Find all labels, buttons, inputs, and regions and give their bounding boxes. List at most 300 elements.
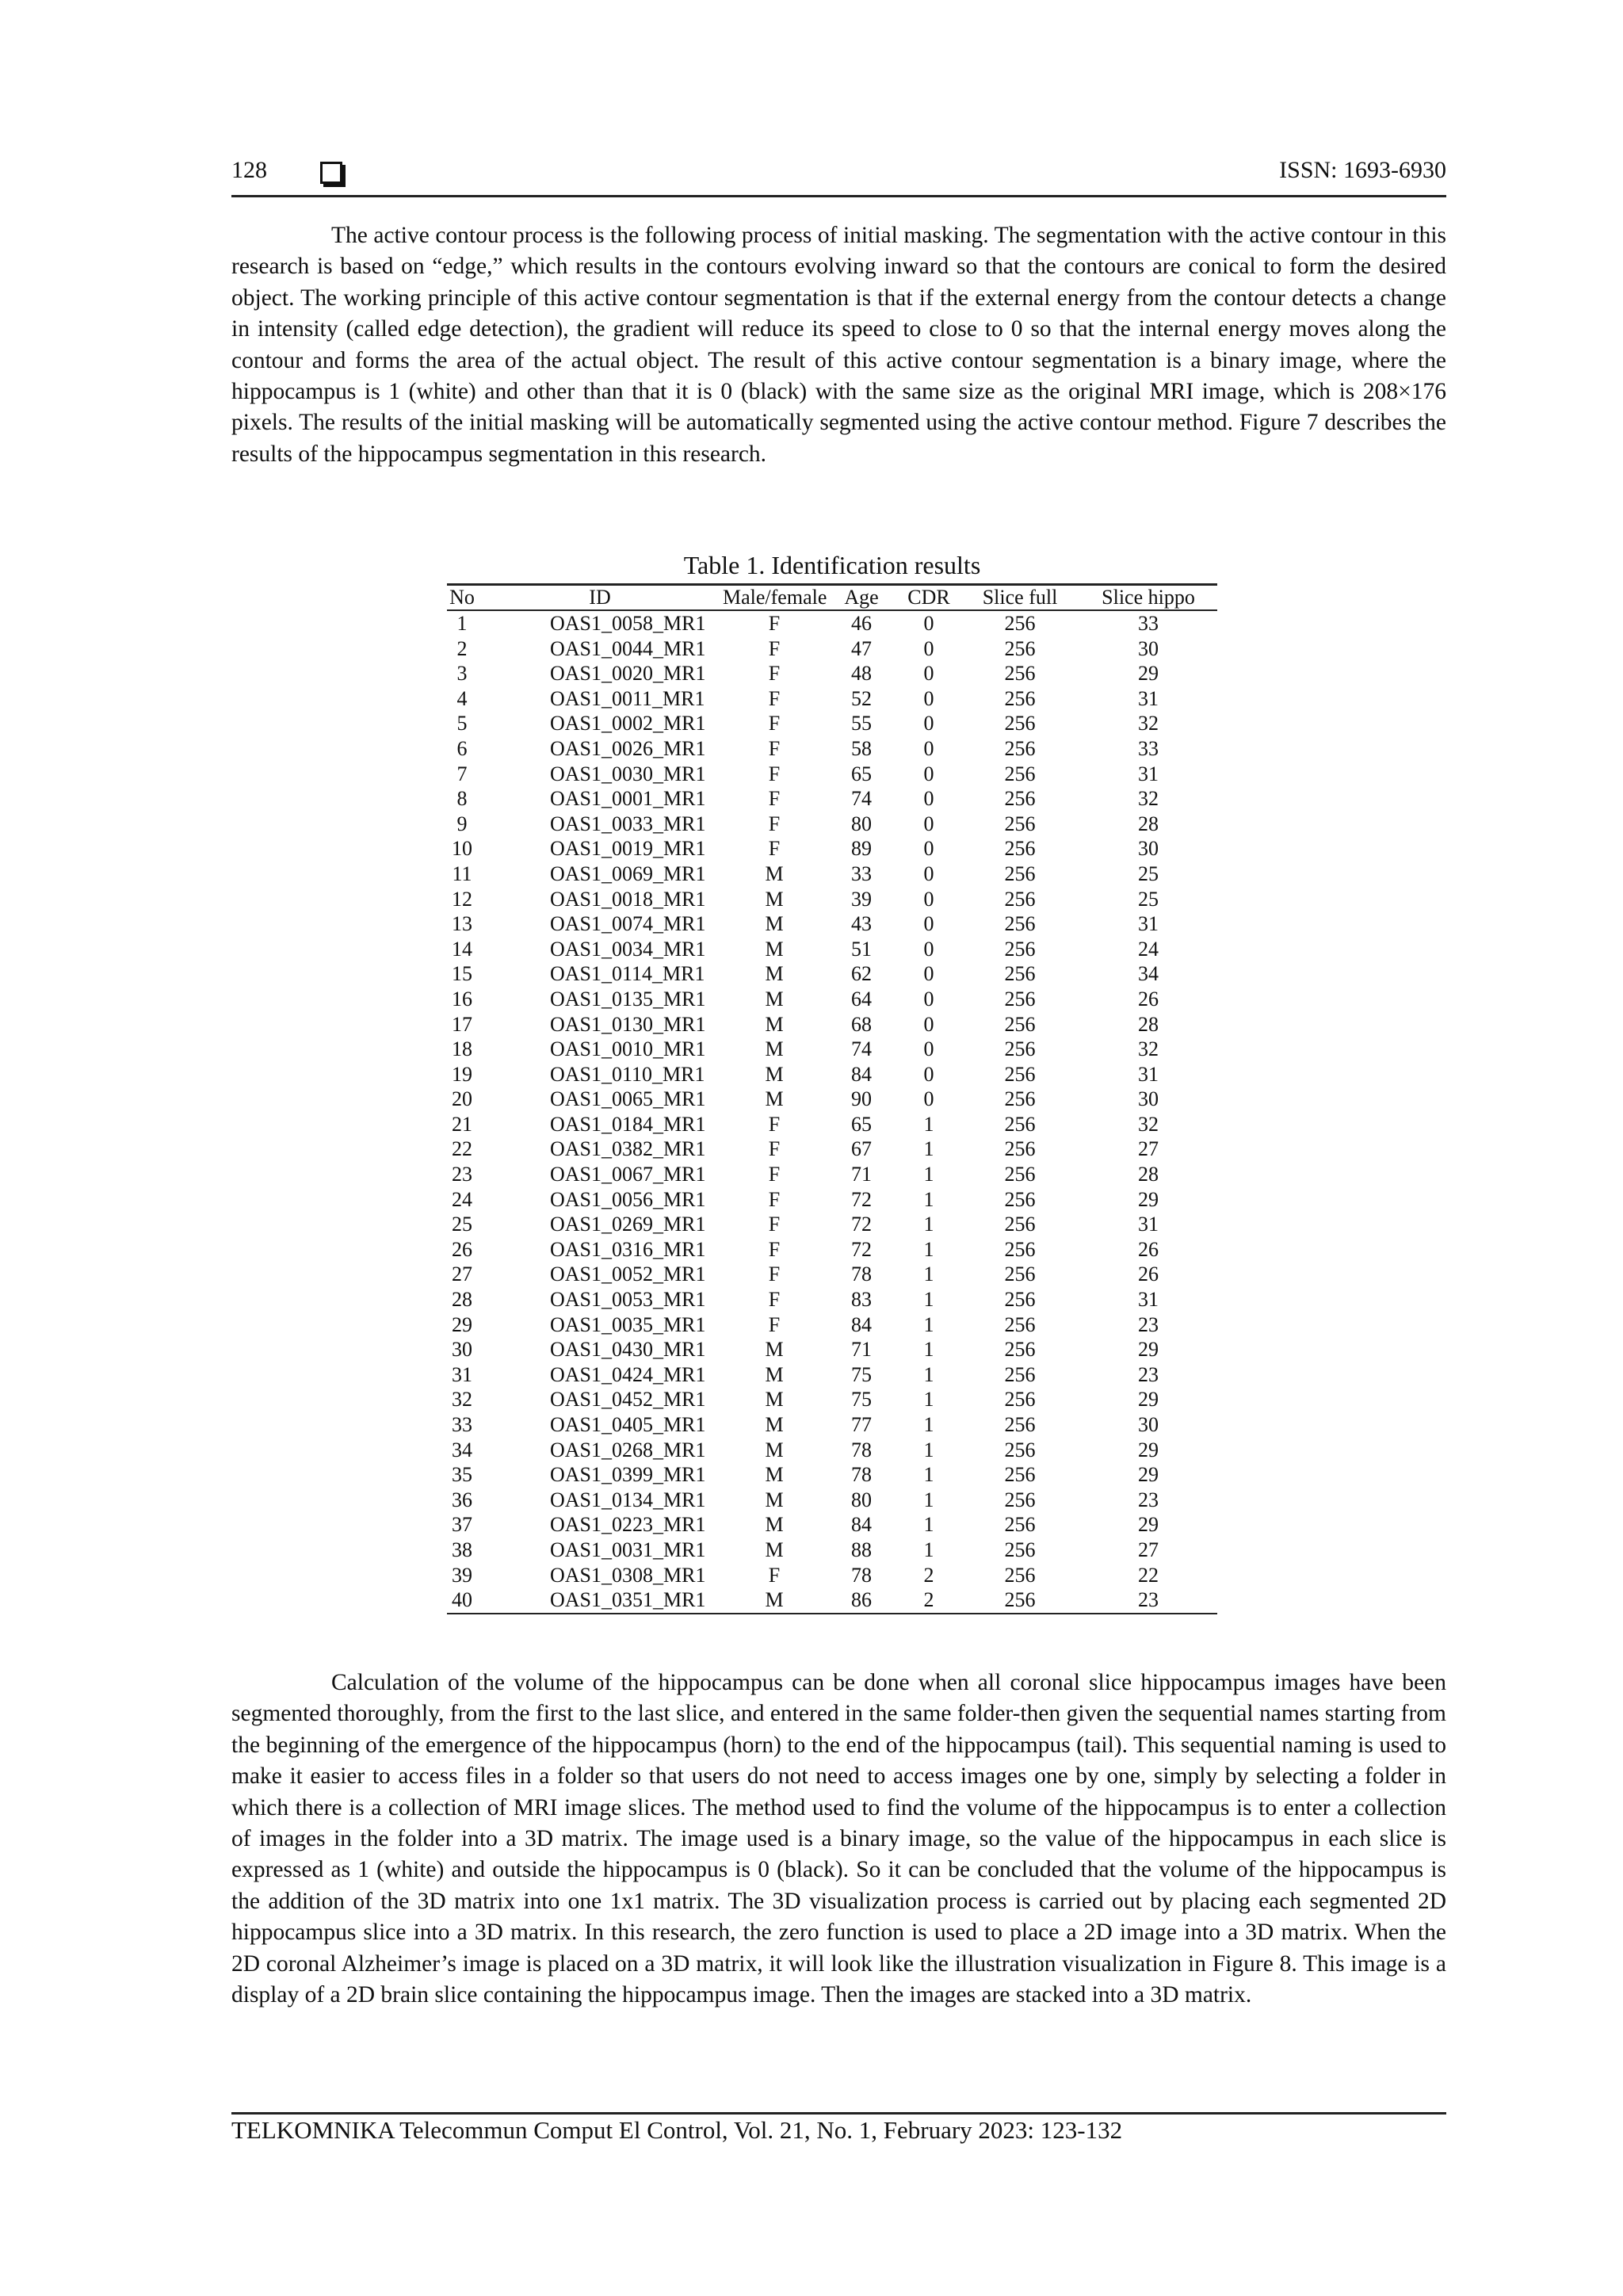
cell-slice-hippo: 28	[1138, 812, 1159, 835]
table-row	[447, 1062, 1217, 1087]
cell-cdr: 1	[923, 1488, 934, 1511]
cell-id: OAS1_0019_MR1	[550, 837, 706, 861]
cell-slice-full: 256	[1004, 1563, 1036, 1587]
cell-id: OAS1_0268_MR1	[550, 1438, 706, 1461]
cell-id: OAS1_0044_MR1	[550, 636, 706, 660]
cell-slice-hippo: 31	[1138, 912, 1159, 936]
cell-age: 62	[851, 962, 872, 986]
cell-age: 84	[851, 1062, 872, 1086]
column-header-cdr: CDR	[897, 585, 960, 611]
cell-cdr: 1	[923, 1362, 934, 1386]
cell-slice-full: 256	[1004, 1213, 1036, 1236]
table-row	[447, 1512, 1217, 1538]
cell-slice-hippo: 31	[1138, 1062, 1159, 1086]
cell-age: 78	[851, 1563, 872, 1587]
cell-no: 22	[452, 1137, 472, 1161]
cell-id: OAS1_0033_MR1	[550, 812, 706, 835]
cell-id: OAS1_0424_MR1	[550, 1362, 706, 1386]
cell-age: 48	[851, 662, 872, 686]
cell-slice-full: 256	[1004, 736, 1036, 760]
cell-sex: M	[723, 1587, 826, 1614]
cell-slice-hippo: 31	[1138, 686, 1159, 710]
cell-slice-hippo: 26	[1138, 1263, 1159, 1286]
cell-cdr: 0	[923, 912, 934, 936]
cell-age: 80	[851, 812, 872, 835]
cell-age: 77	[851, 1413, 872, 1436]
cell-slice-full: 256	[1004, 937, 1036, 961]
cell-age: 88	[851, 1538, 872, 1561]
cell-sex: F	[768, 1288, 781, 1312]
cell-cdr: 0	[923, 736, 934, 760]
table-row	[447, 1337, 1217, 1362]
cell-slice-hippo: 31	[1138, 762, 1159, 785]
cell-slice-full: 256	[1004, 1087, 1036, 1111]
column-header-age: Age	[826, 585, 897, 611]
cell-sex: F	[768, 686, 781, 710]
cell-slice-hippo: 30	[1138, 1413, 1159, 1436]
table-row	[447, 661, 1217, 686]
cell-age: 72	[851, 1213, 872, 1236]
cell-cdr: 1	[923, 1112, 934, 1136]
cell-age: 67	[851, 1137, 872, 1161]
cell-slice-full: 256	[1004, 1288, 1036, 1312]
cell-sex: F	[768, 1163, 781, 1186]
cell-cdr: 1	[923, 1463, 934, 1487]
cell-cdr: 1	[923, 1237, 934, 1261]
cell-id: OAS1_0010_MR1	[550, 1037, 706, 1061]
cell-cdr: 0	[923, 812, 934, 835]
cell-no: 1	[456, 612, 468, 635]
cell-no: 18	[452, 1037, 472, 1061]
cell-id: OAS1_0382_MR1	[550, 1137, 706, 1161]
cell-id: OAS1_0035_MR1	[550, 1312, 706, 1336]
column-header-sex: Male/female	[723, 586, 827, 609]
cell-no: 24	[452, 1187, 472, 1211]
cell-cdr: 0	[923, 962, 934, 986]
table-row	[447, 736, 1217, 762]
cell-no: 11	[452, 861, 472, 885]
cell-slice-hippo: 29	[1138, 1513, 1159, 1537]
cell-age: 72	[851, 1237, 872, 1261]
cell-id: OAS1_0053_MR1	[550, 1288, 706, 1312]
cell-age: 74	[851, 787, 872, 811]
cell-sex: F	[768, 1563, 781, 1587]
cell-sex: M	[765, 1388, 784, 1412]
cell-age: 51	[851, 937, 872, 961]
table-row	[447, 1362, 1217, 1388]
cell-slice-hippo: 29	[1138, 1187, 1159, 1211]
cell-no: 28	[452, 1288, 472, 1312]
cell-slice-full: 256	[1004, 1237, 1036, 1261]
cell-slice-hippo: 29	[1138, 662, 1159, 686]
issn-label: ISSN: 1693-6930	[1279, 157, 1446, 183]
cell-no: 32	[452, 1388, 472, 1412]
table-row	[447, 636, 1217, 662]
cell-no: 20	[452, 1087, 472, 1111]
cell-no: 16	[452, 987, 472, 1010]
cell-cdr: 0	[923, 1087, 934, 1111]
cell-cdr: 0	[923, 987, 934, 1010]
cell-slice-hippo: 23	[1079, 1587, 1217, 1614]
cell-slice-full: 256	[1004, 686, 1036, 710]
cell-sex: M	[765, 937, 784, 961]
cell-age: 58	[851, 736, 872, 760]
cell-slice-full: 256	[1004, 1388, 1036, 1412]
cell-cdr: 1	[923, 1163, 934, 1186]
cell-slice-hippo: 29	[1138, 1463, 1159, 1487]
table-row	[447, 686, 1217, 712]
cell-cdr: 2	[897, 1587, 960, 1614]
cell-age: 47	[851, 636, 872, 660]
cell-sex: F	[768, 636, 781, 660]
cell-age: 72	[851, 1187, 872, 1211]
table-row	[447, 1287, 1217, 1312]
cell-slice-hippo: 23	[1138, 1362, 1159, 1386]
cell-id: OAS1_0002_MR1	[550, 712, 706, 735]
cell-slice-full: 256	[1004, 1463, 1036, 1487]
cell-slice-hippo: 33	[1138, 736, 1159, 760]
cell-slice-hippo: 32	[1138, 712, 1159, 735]
cell-age: 43	[851, 912, 872, 936]
cell-slice-hippo: 30	[1138, 837, 1159, 861]
cell-cdr: 1	[923, 1288, 934, 1312]
cell-cdr: 0	[923, 762, 934, 785]
cell-cdr: 1	[923, 1213, 934, 1236]
cell-no: 35	[452, 1463, 472, 1487]
cell-slice-full: 256	[1004, 762, 1036, 785]
cell-slice-hippo: 26	[1138, 987, 1159, 1010]
cell-slice-hippo: 28	[1138, 1012, 1159, 1036]
cell-id: OAS1_0018_MR1	[550, 887, 706, 911]
cell-no: 31	[452, 1362, 472, 1386]
cell-no: 40	[447, 1587, 477, 1614]
cell-no: 26	[452, 1237, 472, 1261]
cell-age: 68	[851, 1012, 872, 1036]
cell-no: 23	[452, 1163, 472, 1186]
cell-slice-hippo: 27	[1138, 1538, 1159, 1561]
cell-age: 75	[851, 1388, 872, 1412]
table-row	[447, 1587, 1217, 1614]
cell-id: OAS1_0069_MR1	[550, 861, 706, 885]
cell-no: 6	[456, 736, 468, 760]
cell-sex: M	[765, 1488, 784, 1511]
table-row	[447, 887, 1217, 912]
cell-slice-full: 256	[1004, 1062, 1036, 1086]
cell-slice-full: 256	[1004, 1362, 1036, 1386]
cell-id: OAS1_0110_MR1	[550, 1062, 705, 1086]
cell-slice-hippo: 31	[1138, 1288, 1159, 1312]
cell-sex: M	[765, 1062, 784, 1086]
cell-sex: M	[765, 1438, 784, 1461]
cell-cdr: 0	[923, 636, 934, 660]
cell-age: 84	[851, 1312, 872, 1336]
cell-age: 78	[851, 1463, 872, 1487]
cell-age: 39	[851, 887, 872, 911]
cell-cdr: 1	[923, 1538, 934, 1561]
cell-slice-hippo: 23	[1138, 1312, 1159, 1336]
cell-slice-hippo: 30	[1138, 636, 1159, 660]
cell-slice-hippo: 32	[1138, 1112, 1159, 1136]
cell-slice-hippo: 26	[1138, 1237, 1159, 1261]
table-row	[447, 1387, 1217, 1412]
column-header-id: ID	[477, 585, 723, 611]
cell-id: OAS1_0058_MR1	[550, 612, 706, 635]
cell-sex: M	[765, 1012, 784, 1036]
cell-id: OAS1_0399_MR1	[550, 1463, 706, 1487]
cell-sex: M	[765, 1513, 784, 1537]
cell-slice-hippo: 32	[1138, 1037, 1159, 1061]
cell-no: 2	[456, 636, 468, 660]
cell-cdr: 0	[923, 887, 934, 911]
table-row	[447, 1037, 1217, 1062]
page-number: 128	[231, 157, 267, 183]
cell-slice-full: 256	[1004, 1438, 1036, 1461]
cell-age: 65	[851, 762, 872, 785]
cell-no: 14	[452, 937, 472, 961]
column-header-slice-full: Slice full	[960, 585, 1079, 611]
cell-no: 15	[452, 962, 472, 986]
cell-slice-hippo: 29	[1138, 1388, 1159, 1412]
cell-id: OAS1_0134_MR1	[550, 1488, 706, 1511]
table-row	[447, 1563, 1217, 1588]
cell-cdr: 0	[923, 937, 934, 961]
cell-age: 90	[851, 1087, 872, 1111]
cell-cdr: 1	[923, 1187, 934, 1211]
cell-sex: F	[768, 1263, 781, 1286]
cell-slice-hippo: 24	[1138, 937, 1159, 961]
cell-id: OAS1_0405_MR1	[550, 1413, 706, 1436]
cell-cdr: 0	[923, 686, 934, 710]
cell-no: 5	[456, 712, 468, 735]
cell-sex: F	[768, 736, 781, 760]
cell-no: 38	[452, 1538, 472, 1561]
cell-slice-full: 256	[1004, 912, 1036, 936]
cell-sex: M	[765, 1338, 784, 1362]
cell-sex: F	[768, 1312, 781, 1336]
cell-slice-hippo: 34	[1138, 962, 1159, 986]
cell-age: 65	[851, 1112, 872, 1136]
footer-divider	[231, 2112, 1446, 2115]
table-row	[447, 987, 1217, 1012]
cell-no: 37	[452, 1513, 472, 1537]
cell-slice-full: 256	[1004, 887, 1036, 911]
cell-id: OAS1_0269_MR1	[550, 1213, 706, 1236]
cell-slice-full: 256	[1004, 987, 1036, 1010]
cell-age: 78	[851, 1263, 872, 1286]
table-row	[447, 937, 1217, 962]
cell-slice-full: 256	[1004, 962, 1036, 986]
table-row	[447, 812, 1217, 837]
table-row	[447, 1187, 1217, 1213]
cell-cdr: 0	[923, 861, 934, 885]
body-paragraph-active-contour: The active contour process is the following process of initial masking. The segmentation with the active contour in this research is based on “edge,” which results in the contours evolving inward so that the contours are conical to form the desired object. The working principle of this active contour segmentation is that if the external energy from the contour detects a change in intensity (called edge detection), the gradient will reduce its speed to close to 0 so that the internal energy moves along the contour and forms the area of the actual object. The result of this active contour segmentation is a binary image, where the hippocampus is 1 (white) and other than that it is 0 (black) with the same size as the original MRI image, which is 208×176 pixels. The results of the initial masking will be automatically segmented using the active contour method. Figure 7 describes the results of the hippocampus segmentation in this research.	[231, 223, 1446, 467]
cell-sex: F	[768, 1187, 781, 1211]
cell-slice-hippo: 25	[1138, 861, 1159, 885]
cell-id: OAS1_0114_MR1	[550, 962, 705, 986]
cell-cdr: 0	[923, 712, 934, 735]
cell-slice-hippo: 29	[1138, 1438, 1159, 1461]
cell-id: OAS1_0065_MR1	[550, 1087, 706, 1111]
cell-cdr: 0	[923, 1062, 934, 1086]
table-row	[447, 1312, 1217, 1338]
table-row	[447, 1137, 1217, 1162]
cell-id: OAS1_0011_MR1	[550, 686, 705, 710]
identification-results-table	[447, 583, 1217, 1614]
cell-slice-full: 256	[1004, 837, 1036, 861]
cell-no: 17	[452, 1012, 472, 1036]
column-header-slice-hippo: Slice hippo	[1079, 585, 1217, 611]
cell-id: OAS1_0074_MR1	[550, 912, 706, 936]
table-body	[447, 610, 1217, 1614]
cell-cdr: 0	[923, 1012, 934, 1036]
cell-no: 9	[456, 812, 468, 835]
cell-slice-hippo: 33	[1138, 612, 1159, 635]
cell-cdr: 0	[923, 662, 934, 686]
cell-age: 78	[851, 1438, 872, 1461]
cell-slice-hippo: 22	[1138, 1563, 1159, 1587]
cell-age: 71	[851, 1338, 872, 1362]
cell-cdr: 1	[923, 1513, 934, 1537]
cell-id: OAS1_0430_MR1	[550, 1338, 706, 1362]
cell-id: OAS1_0030_MR1	[550, 762, 706, 785]
cell-age: 52	[851, 686, 872, 710]
cell-slice-full: 256	[1004, 861, 1036, 885]
table-row	[447, 1488, 1217, 1513]
cell-sex: M	[765, 912, 784, 936]
table-row	[447, 1438, 1217, 1463]
cell-age: 89	[851, 837, 872, 861]
cell-sex: F	[768, 1112, 781, 1136]
cell-slice-full: 256	[1004, 1263, 1036, 1286]
cell-slice-full: 256	[1004, 1137, 1036, 1161]
table-row	[447, 786, 1217, 812]
cell-slice-full: 256	[1004, 1513, 1036, 1537]
cell-id: OAS1_0052_MR1	[550, 1263, 706, 1286]
page-header	[231, 157, 1446, 197]
body-paragraph-volume-calculation: Calculation of the volume of the hippocampus can be done when all coronal slice hippocampus images have been segmented thoroughly, from the first to the last slice, and entered in the same folder-then given the sequential names starting from the beginning of the emergence of the hippocampus (horn) to the end of the hippocampus (tail). This sequential naming is used to make it easier to access files in a folder so that users do not need to access images one by one, simply by selecting a folder in which there is a collection of MRI image slices. The method used to find the volume of the hippocampus is to enter a collection of images in the folder into a 3D matrix. The image used is a binary image, so the value of the hippocampus in each slice is expressed as 1 (white) and outside the hippocampus is 0 (black). So it can be concluded that the volume of the hippocampus is the addition of the 3D matrix into one 1x1 matrix. The 3D visualization process is carried out by placing each segmented 2D hippocampus slice into a 3D matrix. In this research, the zero function is used to place a 2D image into a 3D matrix. When the 2D coronal Alzheimer’s image is placed on a 3D matrix, it will look like the illustration visualization in Figure 8. This image is a display of a 2D brain slice containing the hippocampus image. Then the images are stacked into a 3D matrix.	[231, 1670, 1446, 2008]
cell-cdr: 1	[923, 1312, 934, 1336]
cell-slice-full: 256	[1004, 1413, 1036, 1436]
cell-slice-full: 256	[1004, 1163, 1036, 1186]
cell-sex: F	[768, 1237, 781, 1261]
cell-slice-full: 256	[1004, 662, 1036, 686]
cell-id: OAS1_0067_MR1	[550, 1163, 706, 1186]
cell-slice-hippo: 32	[1138, 787, 1159, 811]
table-row	[447, 1538, 1217, 1563]
cell-no: 27	[452, 1263, 472, 1286]
cell-slice-full: 256	[1004, 1538, 1036, 1561]
table-row	[447, 961, 1217, 987]
cell-sex: M	[765, 1362, 784, 1386]
cell-id: OAS1_0184_MR1	[550, 1112, 706, 1136]
cell-no: 12	[452, 887, 472, 911]
cell-slice-hippo: 30	[1138, 1087, 1159, 1111]
cell-id: OAS1_0001_MR1	[550, 787, 706, 811]
cell-slice-full: 256	[960, 1587, 1079, 1614]
cell-sex: F	[768, 787, 781, 811]
cell-age: 86	[826, 1587, 897, 1614]
cell-id: OAS1_0020_MR1	[550, 662, 706, 686]
cell-id: OAS1_0351_MR1	[477, 1587, 723, 1614]
cell-age: 84	[851, 1513, 872, 1537]
cell-slice-full: 256	[1004, 636, 1036, 660]
cell-no: 7	[456, 762, 468, 785]
cell-id: OAS1_0034_MR1	[550, 937, 706, 961]
cell-sex: M	[765, 861, 784, 885]
cell-age: 80	[851, 1488, 872, 1511]
cell-sex: M	[765, 1463, 784, 1487]
cell-sex: F	[768, 712, 781, 735]
table-row	[447, 1462, 1217, 1488]
cell-no: 33	[452, 1413, 472, 1436]
cell-no: 25	[452, 1213, 472, 1236]
cell-slice-hippo: 29	[1138, 1338, 1159, 1362]
cell-sex: M	[765, 962, 784, 986]
cell-sex: F	[768, 1137, 781, 1161]
table-row	[447, 1262, 1217, 1287]
cell-slice-full: 256	[1004, 787, 1036, 811]
cell-cdr: 1	[923, 1137, 934, 1161]
cell-age: 71	[851, 1163, 872, 1186]
cell-no: 34	[452, 1438, 472, 1461]
cell-cdr: 0	[923, 787, 934, 811]
cell-age: 75	[851, 1362, 872, 1386]
table-row	[447, 861, 1217, 887]
table-row	[447, 1162, 1217, 1187]
cell-sex: F	[768, 837, 781, 861]
cell-id: OAS1_0223_MR1	[550, 1513, 706, 1537]
cell-no: 8	[456, 787, 468, 811]
cell-no: 19	[452, 1062, 472, 1086]
cell-no: 4	[456, 686, 468, 710]
cell-age: 46	[851, 612, 872, 635]
cell-slice-full: 256	[1004, 1312, 1036, 1336]
table-row	[447, 1237, 1217, 1263]
cell-slice-hippo: 28	[1138, 1163, 1159, 1186]
cell-age: 33	[851, 861, 872, 885]
cell-sex: M	[765, 887, 784, 911]
cell-slice-full: 256	[1004, 1012, 1036, 1036]
cell-id: OAS1_0452_MR1	[550, 1388, 706, 1412]
cell-sex: F	[768, 812, 781, 835]
cell-cdr: 1	[923, 1388, 934, 1412]
cell-age: 64	[851, 987, 872, 1010]
table-header-row	[447, 585, 1217, 611]
cell-slice-full: 256	[1004, 712, 1036, 735]
cell-slice-full: 256	[1004, 1187, 1036, 1211]
table-row	[447, 1012, 1217, 1037]
cell-sex: M	[765, 1413, 784, 1436]
table-row	[447, 711, 1217, 736]
cell-sex: M	[765, 1087, 784, 1111]
table-row	[447, 1212, 1217, 1237]
cell-slice-full: 256	[1004, 612, 1036, 635]
cell-cdr: 0	[923, 612, 934, 635]
page-footer: TELKOMNIKA Telecommun Comput El Control, Vol. 21, No. 1, February 2023: 123-132	[231, 2116, 1123, 2144]
cell-no: 36	[452, 1488, 472, 1511]
table-row	[447, 762, 1217, 787]
cell-sex: F	[768, 762, 781, 785]
cell-no: 21	[452, 1112, 472, 1136]
cell-no: 3	[456, 662, 468, 686]
cell-cdr: 0	[923, 1037, 934, 1061]
cell-sex: M	[765, 987, 784, 1010]
table-row	[447, 911, 1217, 937]
table-row	[447, 610, 1217, 636]
cell-id: OAS1_0026_MR1	[550, 736, 706, 760]
table-row	[447, 836, 1217, 861]
table-row	[447, 1412, 1217, 1438]
